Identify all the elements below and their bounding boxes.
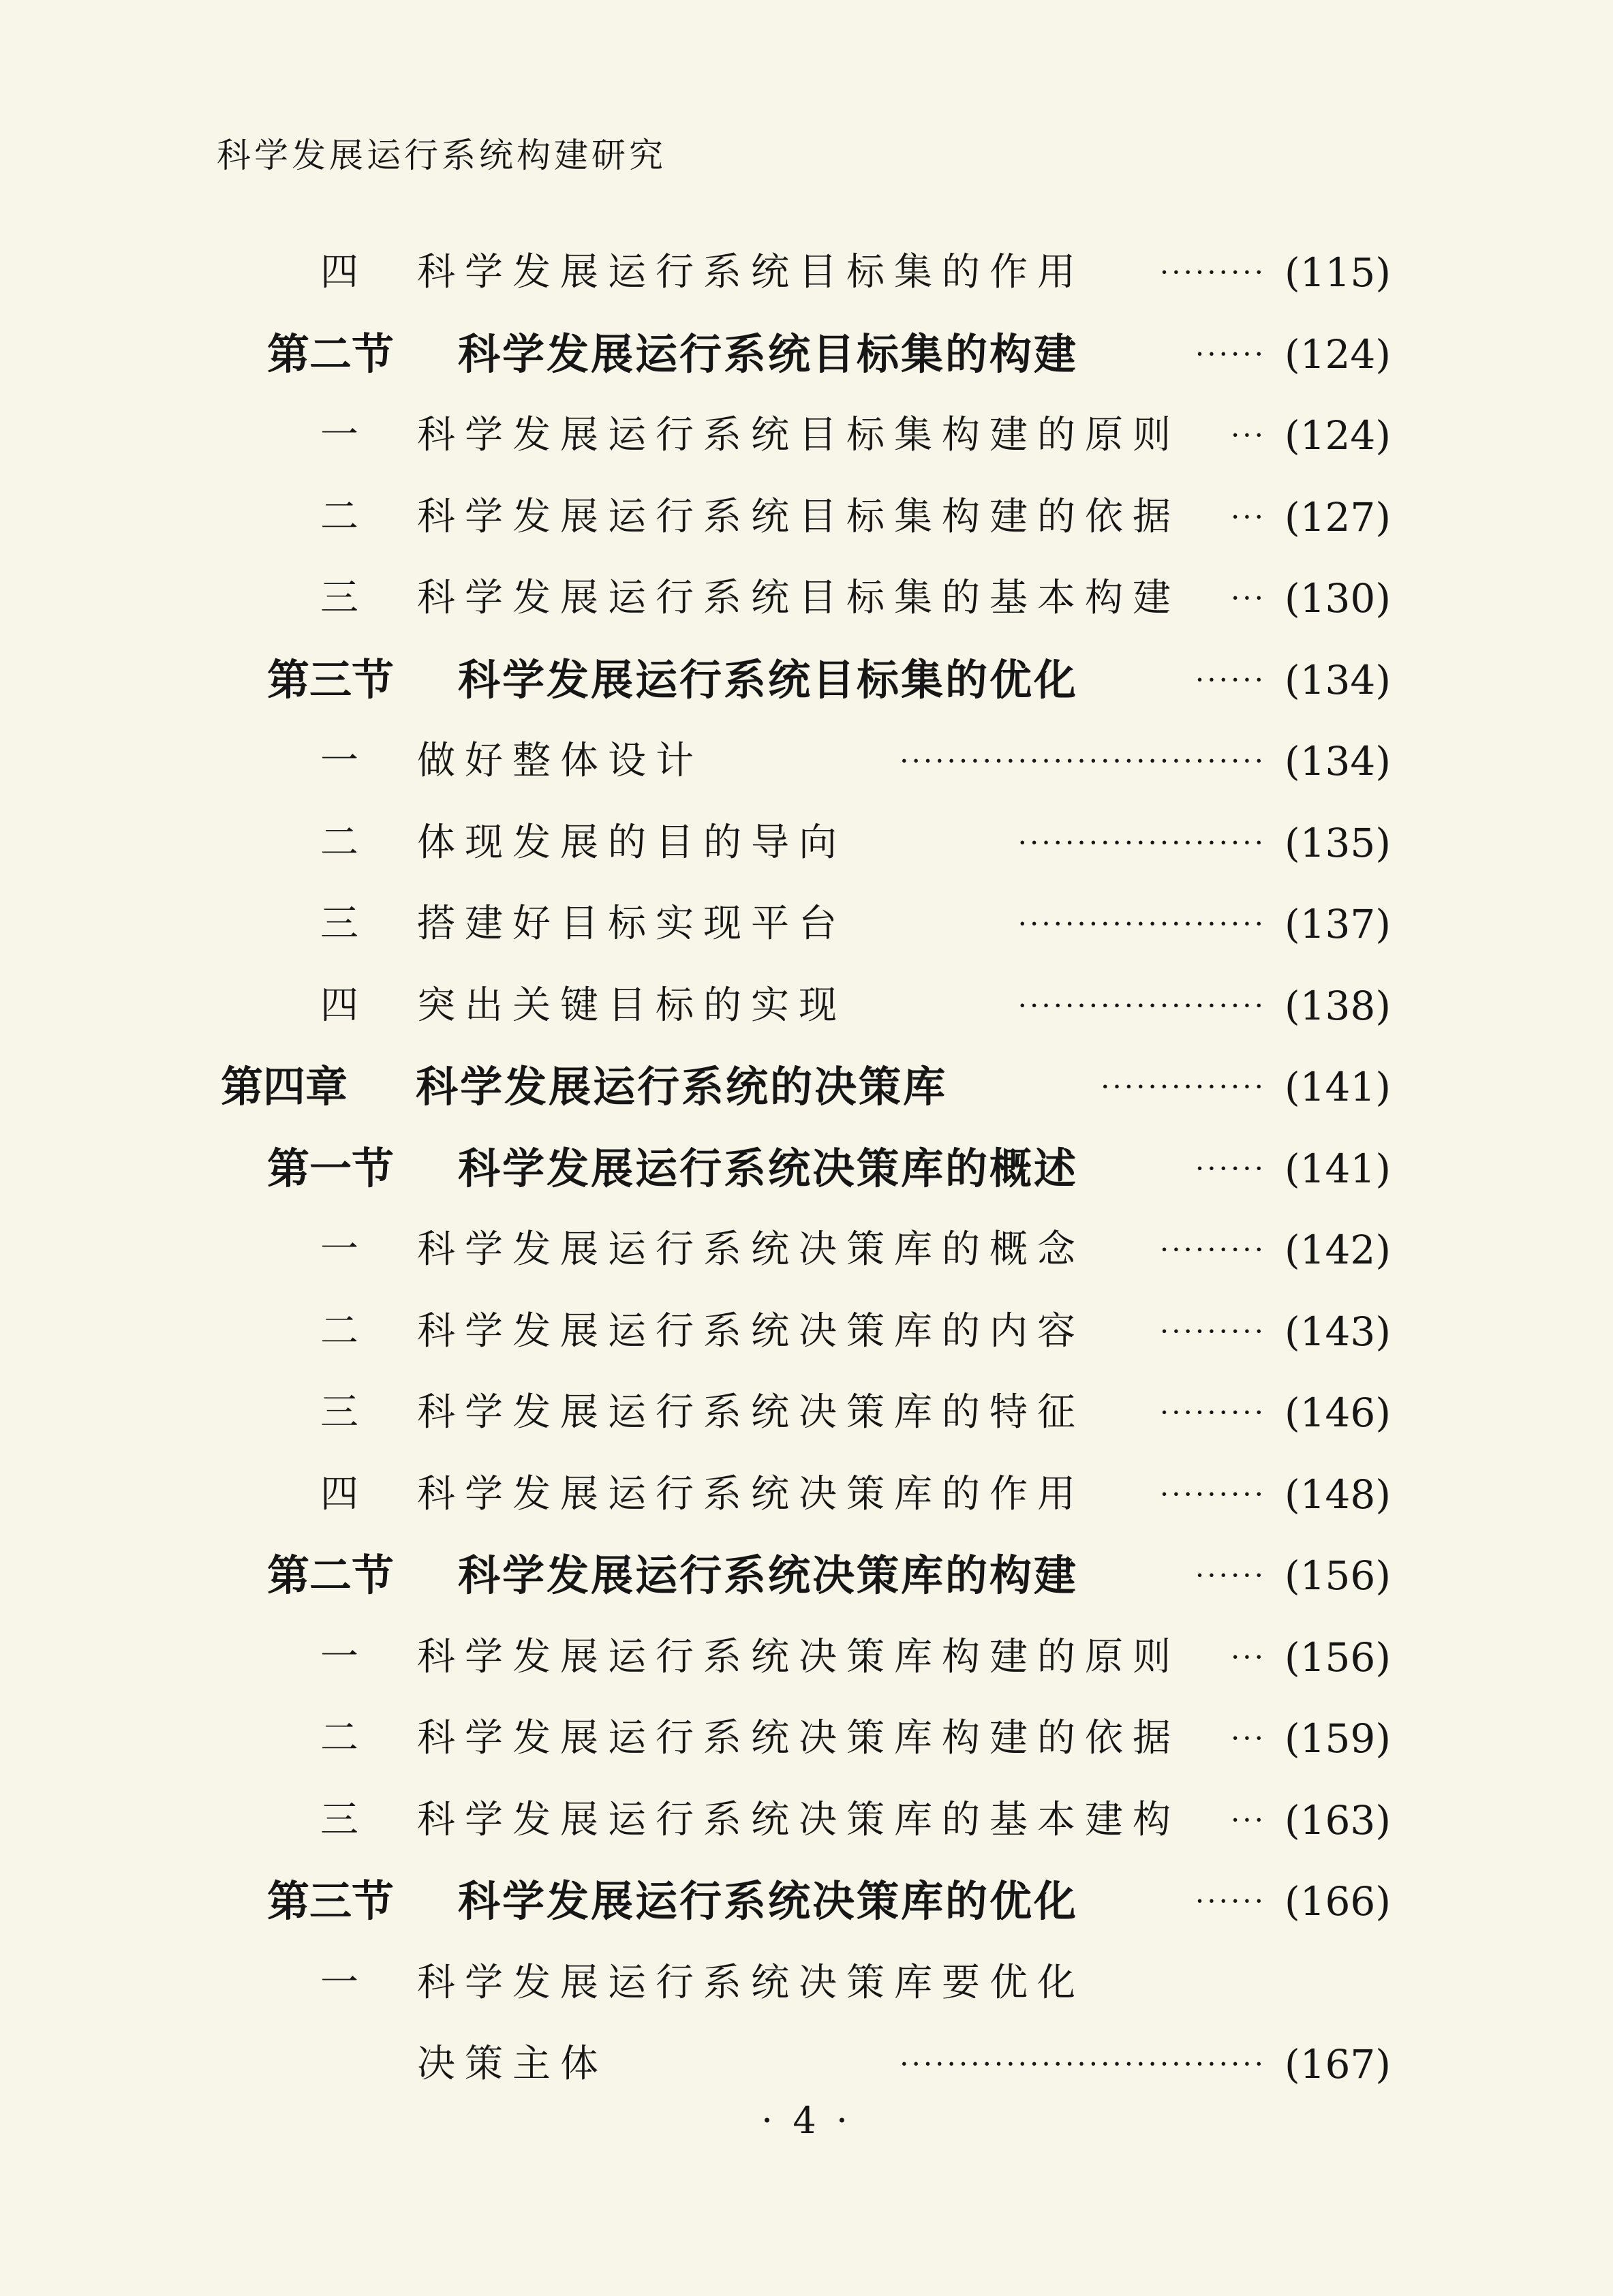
toc-entry-number: 第二节 — [267, 1550, 395, 1600]
toc-entry-title: 科学发展运行系统决策库的特征 — [417, 1390, 1085, 1435]
toc-entry-page: (143) — [1285, 1308, 1391, 1355]
toc-entry[interactable] — [0, 1538, 1613, 1620]
toc-entry-number: 第二节 — [267, 329, 395, 379]
toc-entry-number: 第三节 — [267, 1876, 395, 1926]
toc-entry-number: 一 — [320, 1635, 358, 1679]
toc-entry-title: 科学发展运行系统决策库的概述 — [458, 1144, 1079, 1193]
toc-entry-page: (130) — [1285, 575, 1391, 622]
toc-entry[interactable] — [0, 1783, 1613, 1865]
toc-entry-leader: ······ — [1195, 1884, 1266, 1918]
toc-entry-leader: ··· — [1230, 1803, 1266, 1837]
running-header: 科学发展运行系统构建研究 — [217, 136, 666, 175]
toc-entry[interactable] — [0, 643, 1613, 724]
toc-entry[interactable] — [0, 887, 1613, 968]
toc-entry-number: 第三节 — [267, 655, 395, 705]
toc-entry-title: 做好整体设计 — [417, 739, 703, 783]
toc-entry[interactable] — [0, 1457, 1613, 1539]
toc-entry-title: 科学发展运行系统决策库要优化 — [417, 1961, 1085, 2005]
toc-entry-leader: ··· — [1230, 581, 1266, 615]
toc-entry-number: 一 — [320, 1961, 358, 2005]
toc-entry-leader: ······ — [1195, 663, 1266, 697]
toc-entry-title: 科学发展运行系统目标集的构建 — [458, 329, 1079, 379]
toc-entry-leader: ··· — [1230, 1721, 1266, 1755]
toc-entry-title: 科学发展运行系统决策库的作用 — [417, 1472, 1085, 1516]
toc-entry-page: (142) — [1285, 1227, 1391, 1273]
toc-entry-title: 科学发展运行系统决策库构建的依据 — [417, 1716, 1180, 1760]
toc-entry-leader: ········· — [1159, 1233, 1266, 1266]
toc-entry-page: (167) — [1285, 2041, 1391, 2087]
toc-entry-title: 科学发展运行系统决策库的基本建构 — [417, 1798, 1180, 1842]
toc-entry-leader: ········· — [1159, 1478, 1266, 1511]
toc-entry[interactable] — [0, 561, 1613, 643]
toc-entry-title: 科学发展运行系统决策库的概念 — [417, 1227, 1085, 1272]
toc-entry-number: 一 — [320, 413, 358, 457]
toc-entry-number: 二 — [320, 495, 358, 539]
toc-entry[interactable] — [0, 1701, 1613, 1783]
toc-entry-page: (124) — [1285, 412, 1391, 459]
toc-entry-page: (156) — [1285, 1552, 1391, 1599]
page-number: · 4 · — [761, 2099, 852, 2142]
toc-entry-page: (141) — [1285, 1064, 1391, 1110]
toc-entry-leader: ········· — [1159, 1315, 1266, 1348]
toc-entry[interactable] — [0, 724, 1613, 806]
toc-entry-page: (137) — [1285, 901, 1391, 947]
toc-entry[interactable] — [0, 1131, 1613, 1213]
toc-entry-leader: ········· — [1159, 256, 1266, 289]
toc-entry[interactable] — [0, 1294, 1613, 1376]
toc-entry[interactable] — [0, 1050, 1613, 1131]
toc-entry-leader: ······ — [1195, 337, 1266, 371]
toc-entry-number: 三 — [320, 1390, 358, 1435]
toc-entry-title: 科学发展运行系统决策库的优化 — [458, 1876, 1079, 1926]
toc-entry[interactable] — [0, 806, 1613, 887]
toc-entry-leader: ····················· — [1017, 907, 1266, 940]
toc-entry-title: 科学发展运行系统的决策库 — [416, 1062, 948, 1112]
toc-entry[interactable] — [0, 1375, 1613, 1457]
toc-entry-title: 科学发展运行系统目标集构建的原则 — [417, 413, 1180, 457]
toc-entry-leader: ····················· — [1017, 826, 1266, 859]
toc-entry-page: (135) — [1285, 820, 1391, 866]
toc-entry-page: (163) — [1285, 1797, 1391, 1843]
toc-entry-page: (138) — [1285, 983, 1391, 1029]
toc-entry-number: 二 — [320, 821, 358, 865]
toc-entry-page: (166) — [1285, 1878, 1391, 1925]
toc-entry-title: 科学发展运行系统决策库构建的原则 — [417, 1635, 1180, 1679]
toc-entry[interactable] — [0, 1946, 1613, 2027]
toc-entry-title: 科学发展运行系统决策库的内容 — [417, 1309, 1085, 1353]
toc-entry-number: 四 — [320, 1472, 358, 1516]
toc-entry-leader: ··· — [1230, 418, 1266, 452]
toc-entry-page: (146) — [1285, 1390, 1391, 1436]
toc-entry-title: 科学发展运行系统目标集构建的依据 — [417, 495, 1180, 539]
toc-entry-leader: ········· — [1159, 1396, 1266, 1429]
toc-entry-number: 四 — [320, 983, 358, 1028]
toc-entry-number: 第一节 — [267, 1144, 395, 1193]
toc-entry-title: 体现发展的目的导向 — [417, 821, 846, 865]
toc-entry-number: 三 — [320, 902, 358, 946]
toc-entry[interactable] — [0, 1864, 1613, 1946]
toc-entry[interactable] — [0, 968, 1613, 1050]
toc-entry-number: 第四章 — [221, 1062, 348, 1112]
toc-entry-leader: ······ — [1195, 1559, 1266, 1592]
toc-entry-leader: ······ — [1195, 1152, 1266, 1185]
toc-entry-leader: ····················· — [1017, 989, 1266, 1022]
toc-entry-title: 突出关键目标的实现 — [417, 983, 846, 1028]
toc-entry-page: (134) — [1285, 738, 1391, 784]
toc-entry-number: 一 — [320, 739, 358, 783]
toc-entry-page: (127) — [1285, 494, 1391, 540]
toc-entry[interactable] — [0, 317, 1613, 399]
toc-entry-number: 三 — [320, 1798, 358, 1842]
toc-entry-title: 科学发展运行系统目标集的优化 — [458, 655, 1079, 705]
toc-entry-page: (141) — [1285, 1146, 1391, 1192]
toc-entry-leader: ······························· — [900, 744, 1266, 778]
toc-entry-page: (124) — [1285, 331, 1391, 378]
toc-entry-number: 三 — [320, 576, 358, 620]
toc-entry[interactable] — [0, 2027, 1613, 2109]
toc-entry-title: 科学发展运行系统目标集的基本构建 — [417, 576, 1180, 620]
toc-entry-number: 二 — [320, 1716, 358, 1760]
toc-entry-leader: ··· — [1230, 500, 1266, 534]
toc-entry-page: (134) — [1285, 657, 1391, 703]
toc-entry-number: 一 — [320, 1227, 358, 1272]
toc-entry-leader: ······························· — [900, 2047, 1266, 2081]
toc-entry[interactable] — [0, 235, 1613, 317]
toc-entry-number: 四 — [320, 250, 358, 294]
toc-entry[interactable] — [0, 398, 1613, 480]
toc-entry[interactable] — [0, 1620, 1613, 1702]
toc-entry-title: 搭建好目标实现平台 — [417, 902, 846, 946]
toc-entry-leader: ··· — [1230, 1640, 1266, 1674]
toc-entry-number: 二 — [320, 1309, 358, 1353]
toc-entry-title: 科学发展运行系统目标集的作用 — [417, 250, 1085, 294]
toc-entry-title: 科学发展运行系统决策库的构建 — [458, 1550, 1079, 1600]
toc-entry-title: 决策主体 — [417, 2042, 608, 2086]
toc-entry-page: (148) — [1285, 1471, 1391, 1518]
toc-entry-leader: ·············· — [1101, 1070, 1266, 1103]
toc-entry-page: (115) — [1285, 249, 1391, 296]
toc-entry-page: (159) — [1285, 1715, 1391, 1762]
toc-entry-page: (156) — [1285, 1634, 1391, 1681]
toc-entry[interactable] — [0, 480, 1613, 562]
toc-entry[interactable] — [0, 1212, 1613, 1294]
